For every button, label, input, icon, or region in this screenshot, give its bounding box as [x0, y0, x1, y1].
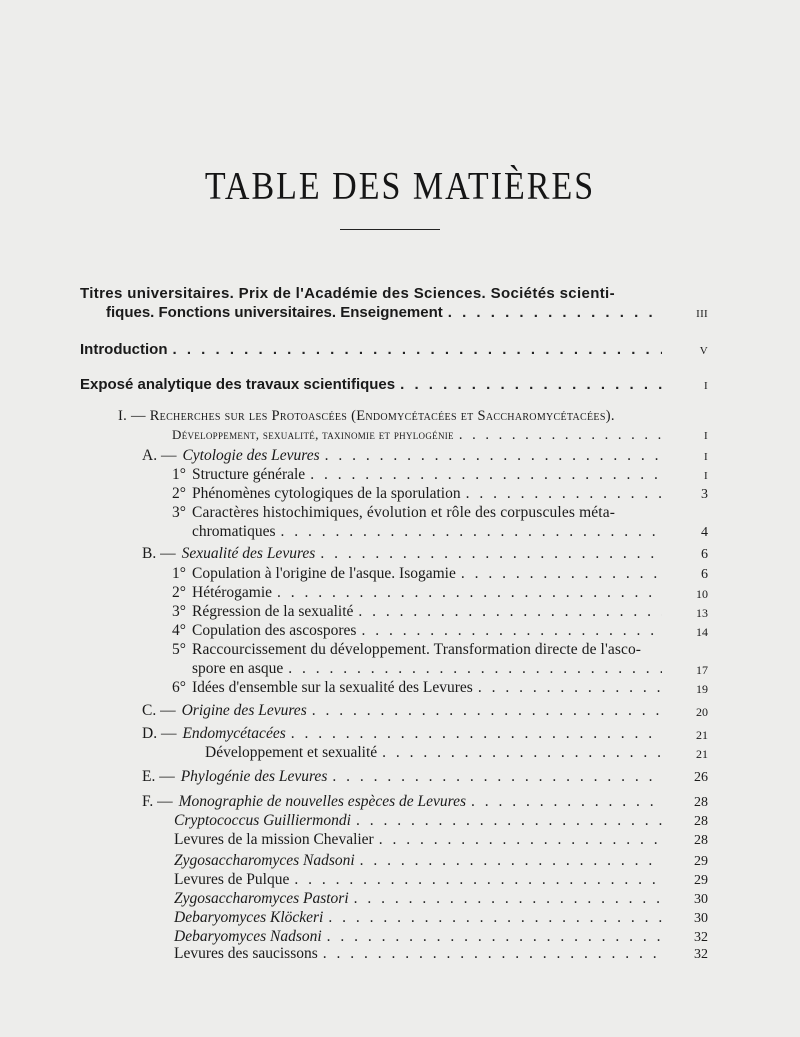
toc-entry-label: Cryptococcus Guilliermondi [174, 812, 351, 829]
toc-page-number: I [704, 380, 708, 392]
dot-leader [288, 660, 662, 678]
toc-entry-f-zygo-nadsoni [174, 852, 662, 870]
toc-page-number: 13 [696, 606, 708, 620]
toc-page-number: 26 [694, 770, 708, 785]
dot-leader [379, 831, 662, 849]
toc-entry-label: Exposé analytique des travaux scientifiques [80, 376, 396, 393]
toc-entry-number: 1° [172, 565, 186, 582]
toc-entry-label: Titres universitaires. Prix de l'Académie des Sciences. Sociétés scienti- [80, 285, 615, 302]
toc-entry-a3-line2 [192, 523, 662, 541]
toc-page-number: 20 [696, 705, 708, 719]
toc-entry-label: Copulation des ascospores [192, 622, 357, 639]
dot-leader [328, 909, 662, 927]
toc-page-number: I [704, 470, 708, 482]
toc-entry-b1 [172, 565, 662, 583]
toc-entry-number: C. — [142, 702, 176, 719]
dot-leader [361, 622, 662, 640]
dot-leader [172, 341, 662, 359]
toc-entry-label: Phénomènes cytologiques de la sporulation [192, 485, 461, 502]
dot-leader [478, 679, 662, 697]
dot-leader [459, 426, 662, 444]
toc-page-number: 30 [694, 911, 708, 926]
toc-entry-section-e [142, 768, 662, 786]
toc-entry-f-cryptococcus [174, 812, 662, 830]
dot-leader [327, 928, 662, 946]
toc-entry-label: Structure générale [192, 466, 306, 483]
toc-entry-b6 [172, 679, 662, 697]
toc-entry-label: Zygosaccharomyces Pastori [174, 890, 349, 907]
toc-page-number: 32 [694, 930, 708, 945]
toc-entry-number: 2° [172, 485, 186, 502]
dot-leader [466, 485, 662, 503]
toc-page-number: 17 [696, 663, 708, 677]
toc-entry-recherches-line1 [118, 407, 615, 425]
toc-entry-label: Phylogénie des Levures [180, 768, 328, 785]
toc-page-number: 21 [696, 728, 708, 742]
toc-entry-titres-line2 [106, 304, 662, 322]
toc-entry-number: 2° [172, 584, 186, 601]
toc-entry-number: F. — [142, 793, 173, 810]
toc-entry-number: 5° [172, 641, 186, 658]
toc-page-number: III [696, 308, 708, 320]
toc-page-number: 4 [701, 525, 708, 540]
toc-entry-number: 1° [172, 466, 186, 483]
toc-entry-number: 3° [172, 603, 186, 620]
dot-leader [400, 376, 662, 394]
toc-entry-titres-line1 [80, 285, 615, 303]
toc-entry-number: 4° [172, 622, 186, 639]
dot-leader [448, 304, 662, 322]
toc-entry-f-saucissons [174, 945, 662, 963]
dot-leader [461, 565, 662, 583]
dot-leader [325, 447, 662, 465]
dot-leader [291, 725, 662, 743]
toc-page-number: 32 [694, 947, 708, 962]
toc-entry-section-f [142, 793, 662, 811]
toc-entry-label: Levures de Pulque [174, 871, 290, 888]
toc-entry-a2 [172, 485, 662, 503]
toc-entry-d-developpement [205, 744, 662, 762]
toc-entry-section-b [142, 545, 662, 563]
toc-entry-section-c [142, 702, 662, 720]
toc-page-number: 29 [694, 854, 708, 869]
toc-page-number: V [699, 345, 708, 357]
dot-leader [294, 871, 662, 889]
dot-leader [358, 603, 662, 621]
toc-entry-label: Levures des saucissons [174, 945, 318, 962]
toc-page-number: I [704, 451, 708, 463]
toc-entry-label: Caractères histochimiques, évolution et rôle des corpuscules méta- [192, 504, 616, 521]
toc-page-number: 30 [694, 892, 708, 907]
toc-entry-label: fiques. Fonctions universitaires. Enseignement [106, 304, 443, 321]
toc-entry-number: 3° [172, 504, 186, 521]
toc-entry-expose [80, 376, 662, 394]
toc-entry-number: B. — [142, 545, 176, 562]
toc-entry-number: E. — [142, 768, 175, 785]
dot-leader [360, 852, 662, 870]
toc-entry-label: Debaryomyces Klöckeri [174, 909, 324, 926]
toc-entry-b2 [172, 584, 662, 602]
toc-page-number: I [704, 430, 708, 442]
toc-entry-b3 [172, 603, 662, 621]
toc-entry-introduction [80, 341, 662, 359]
toc-entry-number: A. — [142, 447, 177, 464]
toc-entry-label: spore en asque [192, 660, 284, 677]
toc-entry-number: D. — [142, 725, 177, 742]
toc-entry-f-zygo-pastori [174, 890, 662, 908]
toc-entry-b4 [172, 622, 662, 640]
toc-entry-label: I. — Recherches sur les Protoascées (Endomycétacées et Saccharomycétacées). [118, 408, 615, 424]
toc-entry-label: Monographie de nouvelles espèces de Levures [178, 793, 467, 810]
toc-entry-a3-line1 [172, 504, 615, 522]
toc-page-number: 28 [694, 833, 708, 848]
dot-leader [356, 812, 662, 830]
dot-leader [277, 584, 662, 602]
dot-leader [320, 545, 662, 563]
toc-entry-label: Hétérogamie [192, 584, 273, 601]
toc-page-number: 28 [694, 814, 708, 829]
toc-page-number: 28 [694, 795, 708, 810]
toc-entry-label: Développement, sexualité, taxinomie et phylogénie [172, 427, 454, 442]
toc-entry-label: Idées d'ensemble sur la sexualité des Levures [192, 679, 473, 696]
toc-entry-label: Debaryomyces Nadsoni [174, 928, 322, 945]
toc-entry-label: Développement et sexualité [205, 744, 378, 761]
toc-entry-section-d [142, 725, 662, 743]
dot-leader [323, 945, 662, 963]
toc-entry-label: Levures de la mission Chevalier [174, 831, 374, 848]
toc-page-number: 6 [701, 567, 708, 582]
toc-entry-recherches-line2 [172, 426, 662, 444]
toc-entry-label: Zygosaccharomyces Nadsoni [174, 852, 355, 869]
toc-page-number: 10 [696, 587, 708, 601]
toc-entry-label: chromatiques [192, 523, 276, 540]
toc-page-number: 29 [694, 873, 708, 888]
dot-leader [471, 793, 662, 811]
toc-entry-label: Raccourcissement du développement. Transformation directe de l'asco- [192, 641, 642, 658]
dot-leader [310, 466, 662, 484]
toc-entry-f-deb-nadsoni [174, 928, 662, 946]
toc-entry-label: Introduction [80, 341, 168, 358]
toc-entry-f-pulque [174, 871, 662, 889]
dot-leader [332, 768, 662, 786]
toc-entry-number: 6° [172, 679, 186, 696]
toc-entry-b5-line1 [172, 641, 641, 659]
toc-page-number: 3 [701, 487, 708, 502]
toc-page-number: 19 [696, 682, 708, 696]
toc-entry-f-deb-klockeri [174, 909, 662, 927]
toc-page-number: 21 [696, 747, 708, 761]
dot-leader [281, 523, 662, 541]
toc-entry-b5-line2 [192, 660, 662, 678]
toc-page-number: 14 [696, 625, 708, 639]
toc-page-number: 6 [701, 547, 708, 562]
toc-entry-label: Copulation à l'origine de l'asque. Isogamie [192, 565, 456, 582]
dot-leader [354, 890, 662, 908]
toc-entry-label: Sexualité des Levures [181, 545, 316, 562]
toc-entry-label: Endomycétacées [182, 725, 286, 742]
toc-entry-section-a [142, 447, 662, 465]
dot-leader [312, 702, 662, 720]
dot-leader [382, 744, 662, 762]
toc-entry-a1 [172, 466, 662, 484]
toc-entry-f-mission-chevalier [174, 831, 662, 849]
toc-entry-label: Origine des Levures [181, 702, 307, 719]
page-title: TABLE DES MATIÈRES [204, 165, 596, 208]
toc-entry-label: Cytologie des Levures [182, 447, 320, 464]
toc-entry-label: Régression de la sexualité [192, 603, 354, 620]
